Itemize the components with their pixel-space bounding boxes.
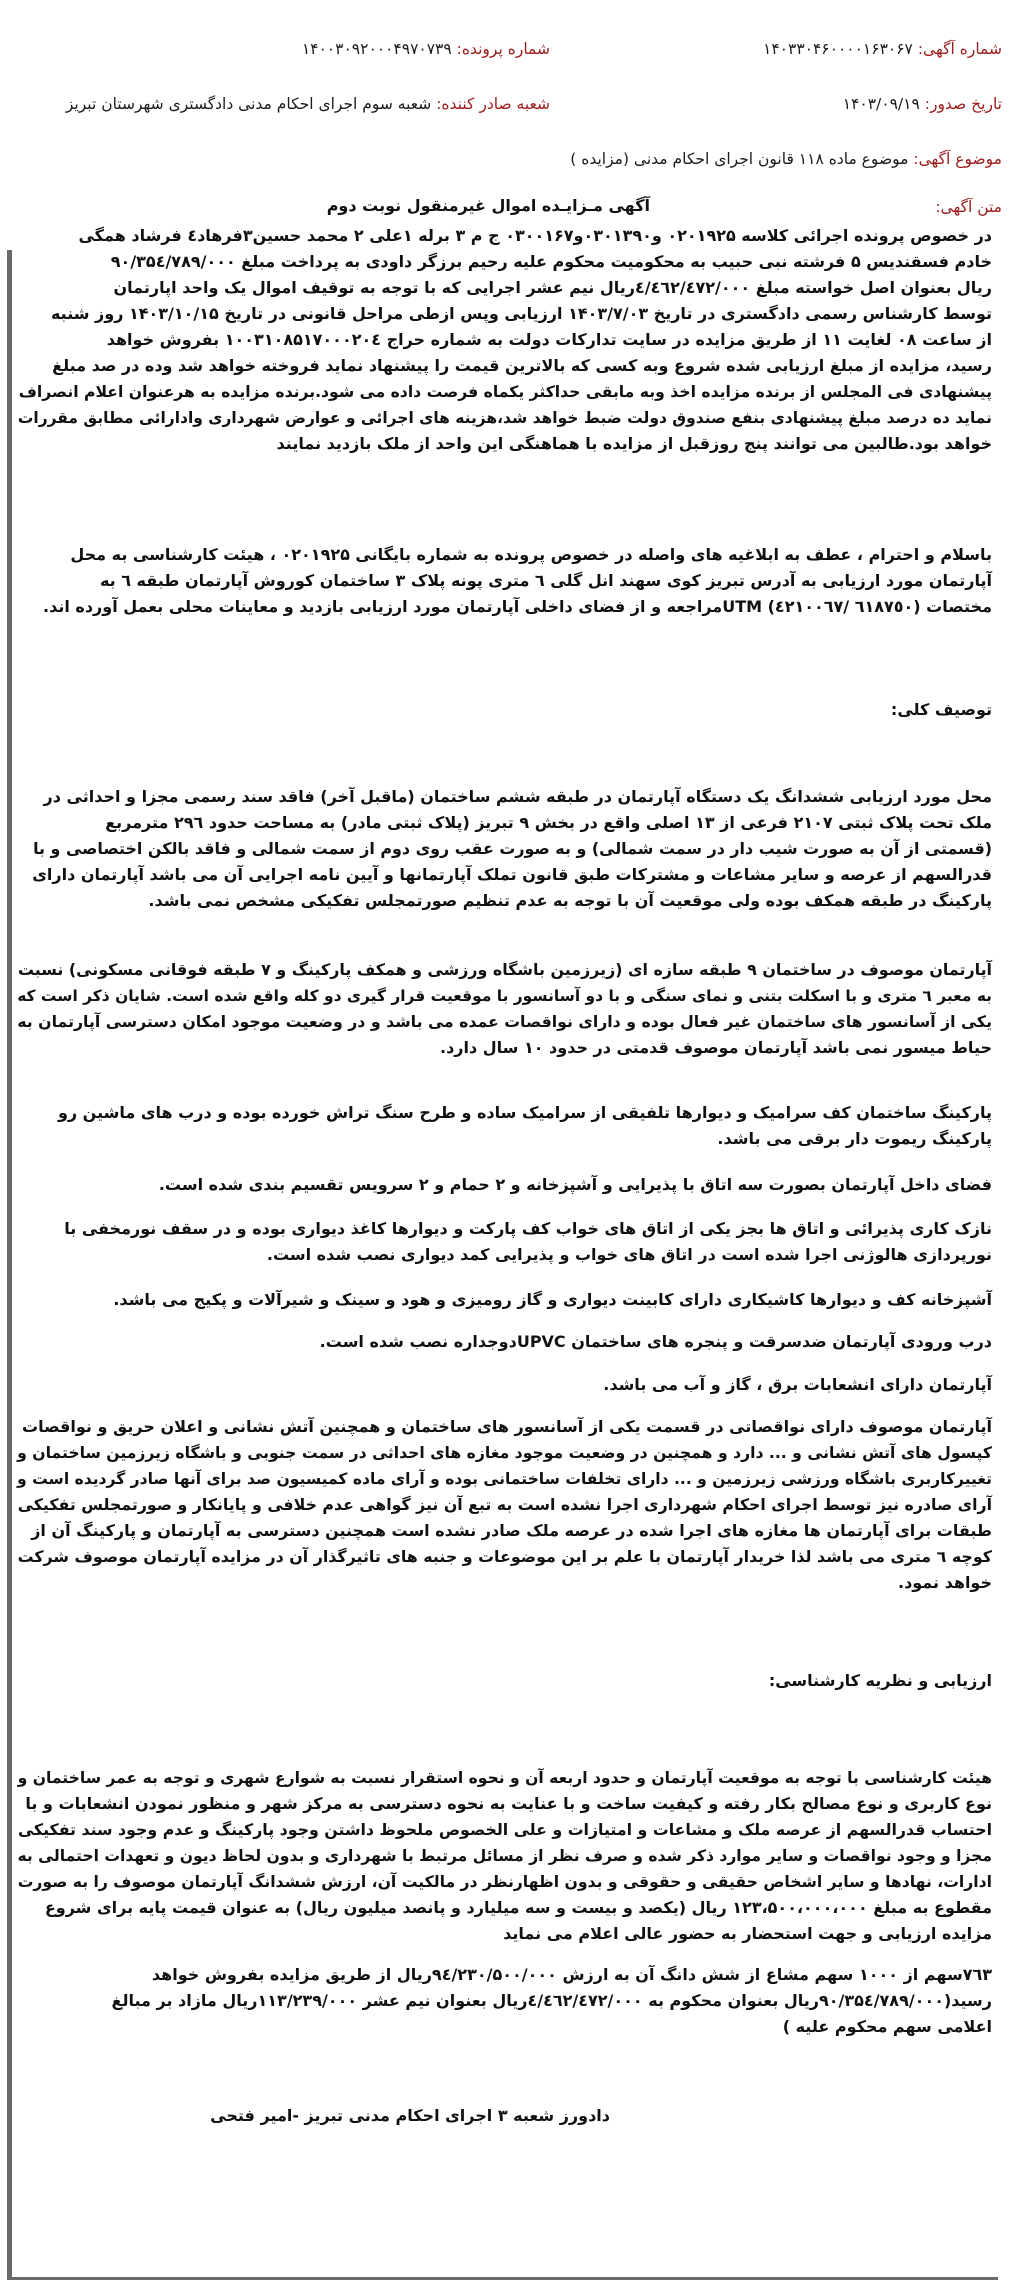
paragraph-line: توسط کارشناس رسمی دادگستری در تاریخ ۱۴۰۳/۷/۰۳ ارزیابی وپس ازطی مراحل قانونی در تاریخ ۱۴۰۳/۱۰/۱۵ روز شنبه — [50, 304, 992, 323]
paragraph-line: ملک تحت پلاک ثبتی ۲۱۰۷ فرعی از ۱۳ اصلی واقع در بخش ۹ تبریز (پلاک ثبتی مادر) به مساحت حدود ۲۹٦ مترمربع — [105, 813, 992, 832]
paragraph-interior-layout — [12, 1172, 992, 1198]
paragraph-doors-windows — [12, 1329, 992, 1355]
paragraph-line: آشپزخانه کف و دیوارها کاشیکاری دارای کابینت دیواری و گاز رومیزی و هود و سینک و شیرآلات و پکیج می باشد. — [113, 1290, 992, 1309]
issue-date: ۱۴۰۳/۰۹/۱۹ — [842, 95, 920, 113]
ad-number: ۱۴۰۳۳۰۴۶۰۰۰۰۱۶۳۰۶۷ — [763, 40, 913, 58]
paragraph-line: ریال بعنوان اصل خواسته مبلغ ٤/٤٦٢/٤٧٢/۰۰۰ریال نیم عشر اجرایی که با توجه به توقیف اموال یک واحد اپارتمان — [113, 278, 992, 297]
paragraph-line: نازک کاری پذیرائی و اتاق ها بجز یکی از اتاق های خواب کف پارکت و دیوارها کاغذ دیواری بوده و در سقف نورمخفی با — [64, 1219, 992, 1238]
case-number-field — [302, 42, 550, 58]
paragraph-line: آرای صادره نیز توسط اجرای احکام شهرداری اجرا نشده است به تبع آن نیز گواهی عدم خلافی و پایانکار و صورتمجلس تفکیکی — [17, 1495, 992, 1514]
paragraph-line: کپسول های آتش نشانی و ... دارد و همچنین در وضعیت موجود مغازه های احداثی در سمت جنوبی و باشگاه زیرزمین ساختمان و — [17, 1443, 992, 1462]
subject-label: موضوع آگهی: — [913, 150, 1002, 168]
paragraph-line: مجزا و وجود نواقصات و سایر موارد ذکر شده و صرف نظر از مسائل مرتبط با شهرداری و بدون لحاظ دیون و تعهدات احتمالی به — [17, 1847, 992, 1865]
notice-title: آگهی مـزایـده اموال غیرمنقول نوبت دوم — [326, 196, 650, 215]
paragraph-line: آپارتمان مورد ارزیابی به آدرس تبریز کوی سهند انل گلی ٦ متری پونه پلاک ۳ ساختمان کوروش آپارتمان طبقه ٦ به — [99, 571, 992, 590]
paragraph-line: خواهد نمود. — [897, 1573, 992, 1592]
paragraph-line: یکی از آسانسور های ساختمان غیر فعال بوده و دارای نواقصات عمده می باشد و در وضعیت موجود امکان دسترسی آپارتمان به — [17, 1012, 992, 1031]
paragraph-line: رسید، مزایده از مبلغ ارزیابی شده شروع وبه کسی که بالاترین قیمت را پیشنهاد نماید فروخته خواهد شد وده در صد مبلغ — [52, 356, 992, 375]
signature: دادورز شعبه ۳ اجرای احکام مدنی تبریز -امیر فتحی — [210, 2106, 610, 2125]
paragraph-line: پیشنهادی فی المجلس از برنده مزایده اخذ وبه مابقی حداکثر یکماه فرصت داده می شود.برنده مزایده به هرعنوان اعلام انصراف — [18, 382, 992, 401]
text-label: متن آگهی: — [935, 198, 1002, 216]
paragraph-shares-sale — [12, 1962, 992, 2040]
paragraph-line: قدرالسهم از عرصه و سایر مشاعات و مشترکات طبق قانون تملک آپارتمانها و آیین نامه اجرایی آن می باشد آپارتمان دارای — [32, 865, 992, 884]
bottom-frame-line — [7, 2277, 998, 2280]
paragraph-utilities — [12, 1372, 992, 1398]
paragraph-line: مقطوع به مبلغ ۱۲۳،۵۰۰،۰۰۰،۰۰۰ ریال (یکصد و بیست و سه میلیارد و پانصد میلیون ریال) به عنوان قیمت پایه برای شروع — [44, 1898, 992, 1917]
paragraph-kitchen — [12, 1287, 992, 1313]
paragraph-auction-terms — [12, 223, 992, 457]
paragraph-line: اعلامی سهم محکوم علیه ) — [782, 2017, 992, 2036]
paragraph-line: پارکینگ ساختمان کف سرامیک و دیوارها تلفیقی از سرامیک ساده و طرح سنگ تراش خورده بوده و درب های ماشین رو — [57, 1103, 992, 1122]
paragraph-line: طبقات برای آپارتمان ها مغازه های اجرا شده در عرصه ملک صادر نشده است همچنین دسترسی به آپارتمان و پارکینگ آن از — [31, 1521, 992, 1540]
paragraph-line: هیئت کارشناسی با توجه به موقعیت آپارتمان و حدود اربعه آن و نحوه استقرار نسبت به شوارع شهری و توجه به عمر ساختمان و — [17, 1769, 992, 1787]
paragraph-line: به معبر ٦ متری و با اسکلت بتنی و نمای سنگی و با دو آسانسور با موقعیت قرار گیری دو کله واقع شده است. شایان ذکر است که — [17, 987, 992, 1005]
text-label-field — [935, 200, 1002, 216]
paragraph-line: ۷٦۳سهم از ۱۰۰۰ سهم مشاع از شش دانگ آن به ارزش ۹٤/۲۳۰/۵۰۰/۰۰۰ریال از طریق مزایده بفروش خواهد — [151, 1965, 992, 1984]
paragraph-line: محل مورد ارزیابی ششدانگ یک دستگاه آپارتمان در طبقه ششم ساختمان (ماقبل آخر) فاقد سند رسمی مجزا و احداثی در — [43, 787, 992, 806]
paragraph-line: پارکینگ در طبقه همکف بوده ولی موقعیت آن با توجه به عدم تنظیم صورتمجلس تفکیکی مشخص نمی باشد. — [148, 891, 992, 910]
case-number-label: شماره پرونده: — [456, 40, 550, 58]
paragraph-line: نوع کاربری و نوع مصالح بکار رفته و کیفیت ساخت و با عنایت به نحوه دسترسی به مرکز شهر و منظور نمودن انشعابات و با — [25, 1794, 992, 1813]
paragraph-line: حیاط میسور نمی باشد آپارتمان موصوف قدمتی در حدود ۱۰ سال دارد. — [439, 1038, 992, 1057]
paragraph-line: تغییرکاربری باشگاه ورزشی زیرزمین و ... دارای تخلفات ساختمانی بوده و آرای ماده کمیسیون صد برای آنها صادر گردیده است و — [17, 1470, 992, 1488]
paragraph-line: مزایده ارزیابی و جهت استحضار به حضور عالی اعلام می نماید — [503, 1924, 992, 1943]
paragraph-line: درب ورودی آپارتمان ضدسرقت و پنجره های ساختمان UPVCدوجداره نصب شده است. — [319, 1332, 992, 1351]
general-description-heading: توصیف کلی: — [890, 700, 992, 719]
paragraph-parking — [12, 1100, 992, 1152]
issue-date-field — [843, 97, 1002, 113]
issuer-label: شعبه صادر کننده: — [436, 95, 550, 113]
paragraph-valuation — [12, 1765, 992, 1947]
paragraph-line: احتساب قدرالسهم از عرصه ملک و مشاعات و امتیازات و علی الخصوص ملحوظ داشتن وجود پارکینگ و عدم وجود سند تفکیکی — [17, 1820, 992, 1839]
case-number: ۱۴۰۰۳۰۹۲۰۰۰۴۹۷۰۷۳۹ — [301, 40, 452, 58]
subject: موضوع ماده ۱۱۸ قانون اجرای احکام مدنی (مزایده ) — [570, 150, 909, 168]
paragraph-line: پارکینگ ریموت دار برقی می باشد. — [717, 1129, 992, 1148]
paragraph-line: نماید ده درصد مبلغ پیشنهادی بنفع صندوق دولت ضبط خواهد شد،هزینه های اجرائی و عوارض شهرداری وادارائی مطابق مقررات — [17, 409, 992, 427]
paragraph-line: از ساعت ۰۸ لغایت ۱۱ از طریق مزایده در سایت تدارکات دولت به شماره حراج ۱۰۰۳۱۰۸۵۱۷۰۰۰۲۰٤ بفروش خواهد — [106, 330, 992, 349]
paragraph-line: خواهد بود.طالبین می توانند پنج روزقبل از مزایده با هماهنگی این واحد از ملک بازدید نمایند — [276, 434, 992, 453]
issuer-field — [66, 97, 550, 113]
paragraph-line: آپارتمان موصوف دارای نواقصاتی در قسمت یکی از آسانسور های ساختمان و همچنین آتش نشانی و اعلان حریق و نواقصات — [22, 1417, 992, 1436]
subject-field — [570, 152, 1002, 168]
paragraph-line: رسید(۹۰/۳۵٤/۷۸۹/۰۰۰ریال بعنوان محکوم به ٤/٤٦٢/٤٧٢/۰۰۰ریال بعنوان نیم عشر ۱۱۳/۲۳۹/۰۰۰ریال مازاد بر مبالغ — [111, 1991, 992, 2010]
issue-date-label: تاریخ صدور: — [924, 95, 1002, 113]
paragraph-line: باسلام و احترام ، عطف به ابلاغیه های واصله در خصوص پرونده به شماره بایگانی ۰۲۰۱۹۲۵ ، هیئت کارشناسی به محل — [70, 545, 992, 564]
paragraph-inspection — [12, 542, 992, 620]
paragraph-line: آپارتمان موصوف در ساختمان ۹ طبقه سازه ای (زیرزمین باشگاه ورزشی و همکف پارکینگ و ۷ طبقه فوقانی مسکونی) نسبت — [17, 960, 992, 979]
valuation-heading: ارزیابی و نظریه کارشناسی: — [768, 1671, 992, 1690]
issuer: شعبه سوم اجرای احکام مدنی دادگستری شهرستان تبریز — [65, 95, 432, 113]
paragraph-finishing — [12, 1216, 992, 1268]
paragraph-line: کوچه ٦ متری می باشد لذا خریدار آپارتمان با علم بر این موضوعات و جنبه های تاثیرگذار آن در مزایده آپارتمان موصوف شرکت — [17, 1547, 992, 1566]
paragraph-building-structure — [12, 957, 992, 1061]
ad-number-field — [763, 42, 1002, 58]
paragraph-line: (قسمتی از آن به صورت شیب دار در سمت شمالی) و به صورت عقب روی دوم از سمت شمالی و فاقد بالکن اختصاصی و با — [33, 839, 992, 858]
paragraph-deficiencies — [12, 1414, 992, 1596]
paragraph-line: خادم فسقندیس ۵ فرشته نبی حبیب به محکومیت محکوم علیه رحیم برزگر داودی به پرداخت مبلغ ۹۰/۳۵٤/۷۸۹/۰۰۰ — [110, 252, 992, 271]
paragraph-line: فضای داخل آپارتمان بصورت سه اتاق با پذیرایی و آشپزخانه و ۲ حمام و ۲ سرویس تقسیم بندی شده است. — [158, 1175, 992, 1194]
paragraph-line: در خصوص پرونده اجرائی کلاسه ۰۲۰۱۹۲۵ و۰۳۰۱۳۹۰و۰۳۰۰۱۶۷ ج م ۳ برله ۱علی ۲ محمد حسین۳فرهاد٤ فرشاد همگی — [78, 226, 992, 245]
paragraph-line: مختصات (٦١٨٧٥٠ /٤٢١٠٠٦٧) UTMمراجعه و از فضای داخلی آپارتمان مورد ارزیابی بازدید و معاینات محلی بعمل آورده اند. — [43, 597, 992, 616]
paragraph-line: نورپردازی هالوژنی اجرا شده است در اتاق های خواب و پذیرایی کمد دیواری نصب شده است. — [266, 1245, 992, 1264]
paragraph-line: ادارات، نهادها و سایر اشخاص حقیقی و حقوقی و بدون اظهارنظر در مالکیت آن، ارزش ششدانگ آپارتمان موصوف را به صورت — [17, 1872, 992, 1891]
paragraph-line: آپارتمان دارای انشعابات برق ، گاز و آب می باشد. — [603, 1375, 992, 1394]
paragraph-property-description — [27, 784, 992, 914]
ad-number-label: شماره آگهی: — [917, 40, 1002, 58]
